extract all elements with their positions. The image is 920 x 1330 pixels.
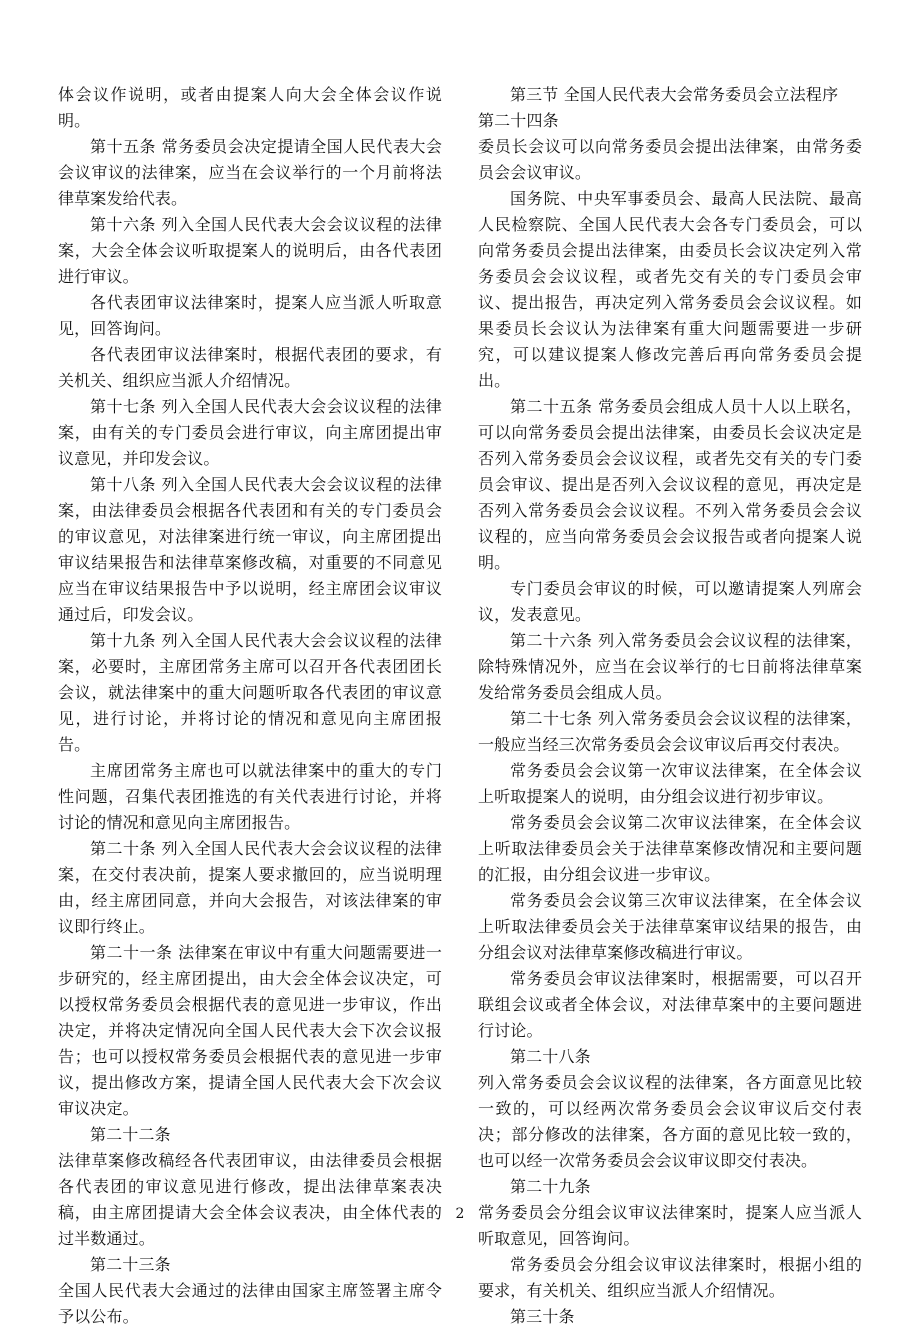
right-paragraph: 委员长会议可以向常务委员会提出法律案，由常务委员会会议审议。 xyxy=(478,137,862,182)
right-paragraph: 常务委员会会议第二次审议法律案，在全体会议上听取法律委员会关于法律草案修改情况和主要问题的汇报，由分组会议进一步审议。 xyxy=(478,813,862,884)
right-paragraph: 专门委员会审议的时候，可以邀请提案人列席会议，发表意见。 xyxy=(478,579,862,624)
right-paragraph: 常务委员会会议第一次审议法律案，在全体会议上听取提案人的说明，由分组会议进行初步审议。 xyxy=(478,761,862,806)
right-paragraph: 常务委员会会议第三次审议法律案，在全体会议上听取法律委员会关于法律草案审议结果的报告，由分组会议对法律草案修改稿进行审议。 xyxy=(478,891,862,962)
right-paragraph: 第二十六条 列入常务委员会会议议程的法律案，除特殊情况外，应当在会议举行的七日前将法律草案发给常务委员会组成人员。 xyxy=(478,631,862,702)
right-paragraph: 第三节 全国人民代表大会常务委员会立法程序 xyxy=(510,85,839,104)
left-paragraph: 第十六条 列入全国人民代表大会会议议程的法律案，大会全体会议听取提案人的说明后，由各代表团进行审议。 xyxy=(58,215,442,286)
left-paragraph: 法律草案修改稿经各代表团审议，由法律委员会根据各代表团的审议意见进行修改，提出法律草案表决稿，由主席团提请大会全体会议表决，由全体代表的过半数通过。 xyxy=(58,1151,442,1248)
page-number: 2 xyxy=(455,1206,465,1222)
right-text-column xyxy=(478,82,862,1330)
right-paragraph: 常务委员会分组会议审议法律案时，根据小组的要求，有关机关、组织应当派人介绍情况。 xyxy=(478,1255,862,1300)
left-paragraph: 第二十二条 xyxy=(90,1125,171,1144)
left-paragraph: 第二十三条 xyxy=(90,1255,171,1274)
left-paragraph: 体会议作说明，或者由提案人向大会全体会议作说明。 xyxy=(58,85,442,130)
left-paragraph: 第十七条 列入全国人民代表大会会议议程的法律案，由有关的专门委员会进行审议，向主席团提出审议意见，并印发会议。 xyxy=(58,397,442,468)
right-paragraph: 第二十五条 常务委员会组成人员十人以上联名，可以向常务委员会提出法律案，由委员长会议决定是否列入常务委员会会议议程，或者先交有关的专门委员会审议、提出是否列入会议议程的意见，再决定是否列入常务委员会会议议程。不列入常务委员会会议议程的，应当向常务委员会会议报告或者向提案人说明。 xyxy=(478,397,862,572)
left-text-column xyxy=(58,82,442,1330)
right-paragraph: 列入常务委员会会议议程的法律案，各方面意见比较一致的，可以经两次常务委员会会议审议后交付表决；部分修改的法律案，各方面的意见比较一致的，也可以经一次常务委员会会议审议即交付表决。 xyxy=(478,1073,862,1170)
left-paragraph: 各代表团审议法律案时，提案人应当派人听取意见，回答询问。 xyxy=(58,293,442,338)
right-paragraph: 常务委员会分组会议审议法律案时，提案人应当派人听取意见，回答询问。 xyxy=(478,1203,862,1248)
left-paragraph: 第十五条 常务委员会决定提请全国人民代表大会会议审议的法律案，应当在会议举行的一个月前将法律草案发给代表。 xyxy=(58,137,442,208)
left-paragraph: 主席团常务主席也可以就法律案中的重大的专门性问题，召集代表团推选的有关代表进行讨论，并将讨论的情况和意见向主席团报告。 xyxy=(58,761,442,832)
right-paragraph: 第三十条 xyxy=(510,1307,575,1326)
right-paragraph: 国务院、中央军事委员会、最高人民法院、最高人民检察院、全国人民代表大会各专门委员会，可以向常务委员会提出法律案，由委员长会议决定列入常务委员会会议议程，或者先交有关的专门委员会审议、提出报告，再决定列入常务委员会会议议程。如果委员长会议认为法律案有重大问题需要进一步研究，可以建议提案人修改完善后再向常务委员会提出。 xyxy=(478,189,862,390)
left-paragraph: 全国人民代表大会通过的法律由国家主席签署主席令予以公布。 xyxy=(58,1281,442,1326)
right-paragraph: 第二十八条 xyxy=(510,1047,591,1066)
right-paragraph: 第二十九条 xyxy=(510,1177,591,1196)
left-paragraph: 第十九条 列入全国人民代表大会会议议程的法律案，必要时，主席团常务主席可以召开各代表团团长会议，就法律案中的重大问题听取各代表团的审议意见，进行讨论，并将讨论的情况和意见向主席团报告。 xyxy=(58,631,442,754)
left-paragraph: 第二十条 列入全国人民代表大会会议议程的法律案，在交付表决前，提案人要求撤回的，应当说明理由，经主席团同意，并向大会报告，对该法律案的审议即行终止。 xyxy=(58,839,442,936)
left-paragraph: 第二十一条 法律案在审议中有重大问题需要进一步研究的，经主席团提出，由大会全体会议决定，可以授权常务委员会根据代表的意见进一步审议，作出决定，并将决定情况向全国人民代表大会下次会议报告；也可以授权常务委员会根据代表的意见进一步审议，提出修改方案，提请全国人民代表大会下次会议审议决定。 xyxy=(58,943,442,1118)
right-paragraph: 第二十七条 列入常务委员会会议议程的法律案，一般应当经三次常务委员会会议审议后再交付表决。 xyxy=(478,709,862,754)
right-paragraph: 常务委员会审议法律案时，根据需要，可以召开联组会议或者全体会议，对法律草案中的主要问题进行讨论。 xyxy=(478,969,862,1040)
left-paragraph: 第十八条 列入全国人民代表大会会议议程的法律案，由法律委员会根据各代表团和有关的专门委员会的审议意见，对法律案进行统一审议，向主席团提出审议结果报告和法律草案修改稿，对重要的不同意见应当在审议结果报告中予以说明，经主席团会议审议通过后，印发会议。 xyxy=(58,475,442,624)
left-paragraph: 各代表团审议法律案时，根据代表团的要求，有关机关、组织应当派人介绍情况。 xyxy=(58,345,442,390)
right-paragraph: 第二十四条 xyxy=(478,111,559,130)
